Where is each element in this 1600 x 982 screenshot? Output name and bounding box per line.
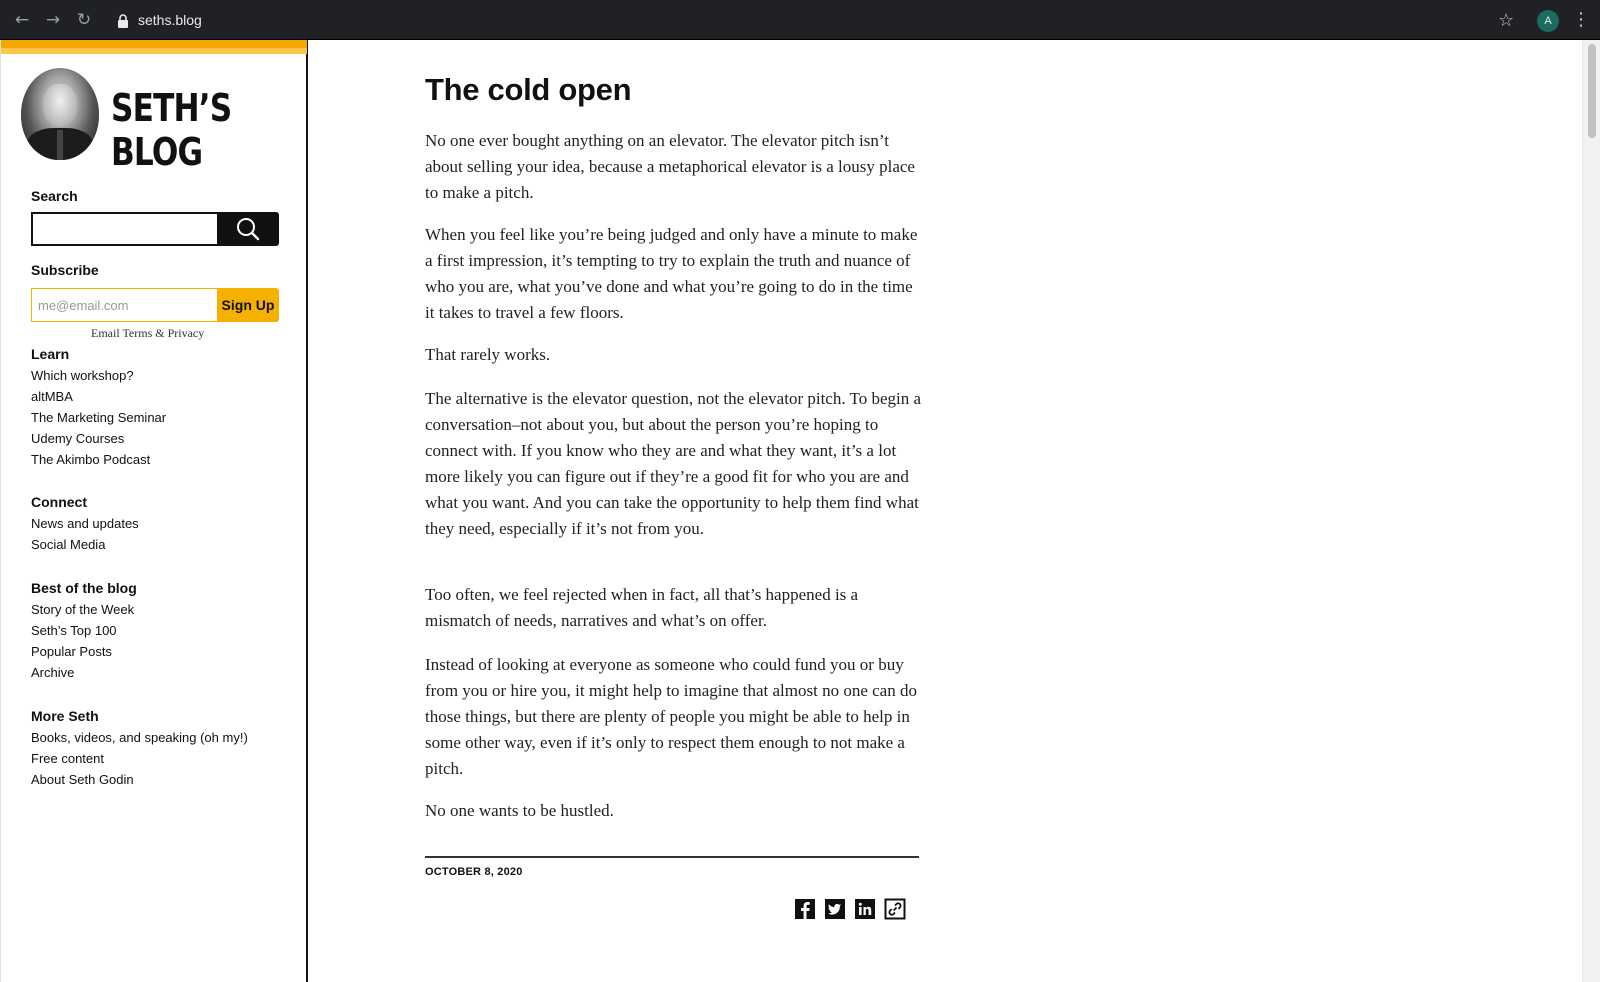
scrollbar-thumb[interactable] [1588,44,1596,138]
search-button[interactable] [217,212,279,246]
post-paragraph: The alternative is the elevator question, not the elevator pitch. To begin a conversation–not about you, but about the person you’re hoping to connect with. If you know who they are and what they want, it’s a lot more likely you can figure out if they’re a good fit for who you are and what you want. And you can take the opportunity to help them find what they need, especially if it’s not from you. [425,389,922,538]
search-heading: Search [31,188,78,204]
learn-heading: Learn [31,346,70,362]
sidebar-link-news[interactable]: News and updates [31,516,139,531]
best-heading: Best of the blog [31,580,137,596]
browser-toolbar [0,0,1600,40]
sign-up-button[interactable]: Sign Up [217,288,279,322]
search-input[interactable] [31,212,217,246]
sidebar-link-books[interactable]: Books, videos, and speaking (oh my!) [31,730,248,745]
twitter-icon[interactable] [824,898,846,920]
facebook-icon[interactable] [794,898,816,920]
profile-avatar[interactable]: A [1537,10,1559,32]
site-title[interactable]: SETH’S BLOG [111,86,232,174]
more-seth-heading: More Seth [31,708,99,724]
url-text[interactable]: seths.blog [138,12,202,28]
post-paragraph: When you feel like you’re being judged and only have a minute to make a first impression, it’s tempting to try to explain the truth and nuance of who you are, what you’ve done and what you’re going to do in the time it takes to travel a few floors. [425,225,918,322]
connect-heading: Connect [31,494,87,510]
address-bar[interactable] [104,7,1524,35]
menu-kebab-icon[interactable]: ⋮ [1572,9,1590,30]
sidebar-link-udemy[interactable]: Udemy Courses [31,431,125,446]
author-portrait[interactable] [21,68,99,160]
main-content [310,40,1580,982]
sidebar-link-free-content[interactable]: Free content [31,751,104,766]
accent-stripe-light [1,48,307,54]
post-title[interactable]: The cold open [425,72,632,107]
sidebar-link-story-of-week[interactable]: Story of the Week [31,602,135,617]
sidebar-link-top-100[interactable]: Seth’s Top 100 [31,623,117,638]
lock-icon [116,14,130,28]
linkedin-icon[interactable] [854,898,876,920]
subscribe-heading: Subscribe [31,262,99,278]
scrollbar[interactable] [1582,40,1600,982]
post-divider [425,856,919,858]
forward-arrow-icon[interactable]: → [45,10,61,30]
email-terms-link[interactable]: Email Terms & Privacy [91,326,205,340]
search-icon [217,212,279,246]
link-icon[interactable] [884,898,906,920]
sidebar-link-archive[interactable]: Archive [31,665,75,680]
bookmark-star-icon[interactable]: ☆ [1498,10,1515,31]
email-field[interactable]: me@email.com [31,288,217,322]
accent-stripe [1,40,307,48]
post-paragraph: Instead of looking at everyone as someone who could fund you or buy from you or hire you, it might help to imagine that almost no one can do those things, but there are plenty of people you might be able to help in some other way, even if it’s only to respect them enough to not make a pitch. [425,655,917,778]
post-paragraph: Too often, we feel rejected when in fact, all that’s happened is a mismatch of needs, narratives and what’s on offer. [425,585,859,630]
sidebar-link-social[interactable]: Social Media [31,537,106,552]
sidebar-link-akimbo[interactable]: The Akimbo Podcast [31,452,151,467]
sidebar-link-marketing-seminar[interactable]: The Marketing Seminar [31,410,167,425]
post-paragraph: No one wants to be hustled. [425,801,614,820]
post-date: OCTOBER 8, 2020 [425,866,523,878]
reload-icon[interactable]: ↻ [76,10,92,30]
sidebar-link-about[interactable]: About Seth Godin [31,772,134,787]
sidebar-link-altmba[interactable]: altMBA [31,389,73,404]
back-arrow-icon[interactable]: ← [14,10,30,30]
post-paragraph: That rarely works. [425,345,551,364]
post-paragraph: No one ever bought anything on an elevator. The elevator pitch isn’t about selling your idea, because a metaphorical elevator is a lousy place to make a pitch. [425,131,915,202]
sidebar [0,40,308,982]
sidebar-link-popular[interactable]: Popular Posts [31,644,112,659]
sidebar-link-which-workshop[interactable]: Which workshop? [31,368,134,383]
